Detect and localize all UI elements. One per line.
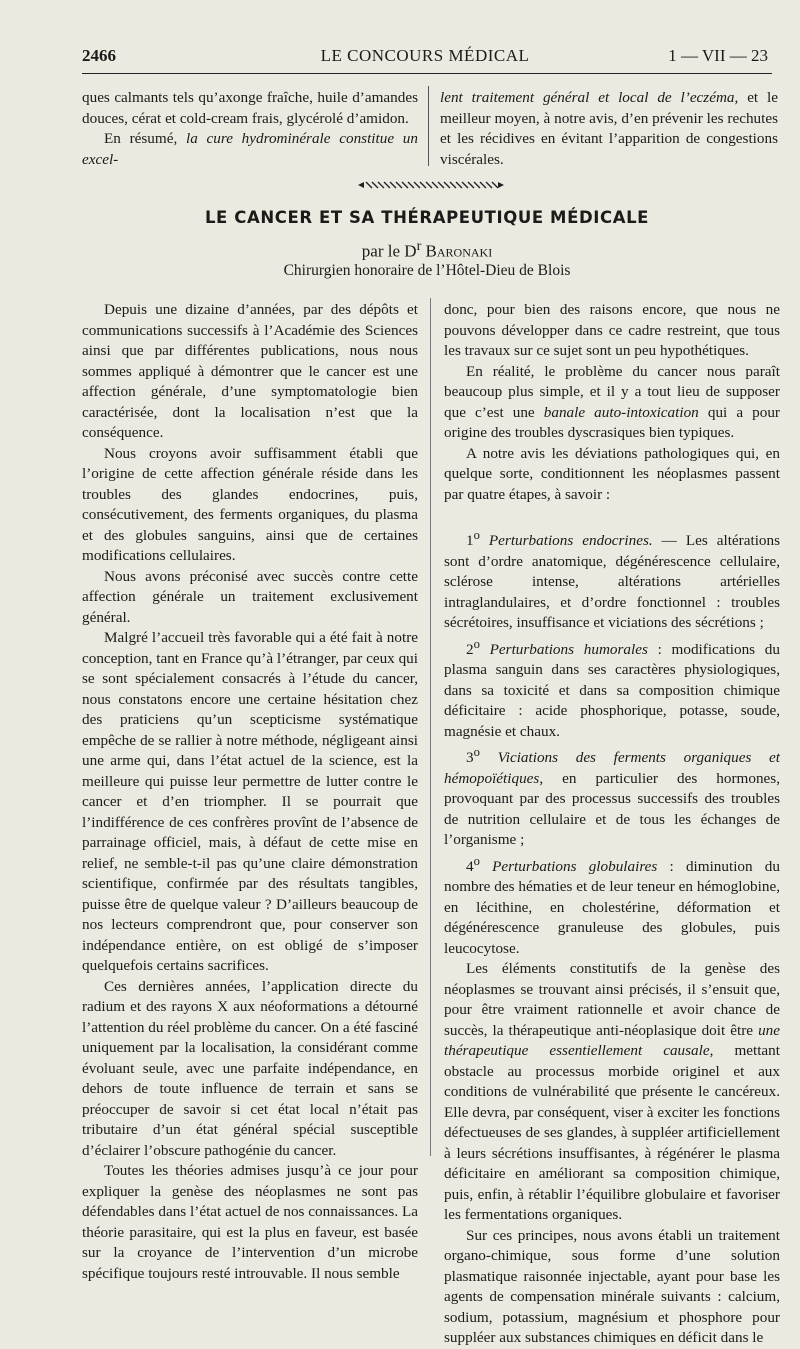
issue-date: 1 — VII — 23 bbox=[668, 46, 768, 65]
step-1 bbox=[444, 525, 780, 634]
ornamental-divider bbox=[356, 180, 506, 190]
step-1-ordinal: o bbox=[473, 528, 480, 542]
column-divider bbox=[430, 298, 431, 1156]
conclusion-text: et le meilleur moyen, à notre avis, d’en prévenir les rechutes et les récidives en évitant l’apparition de congestions viscérales. bbox=[440, 89, 778, 168]
step-2-ordinal: o bbox=[473, 636, 480, 651]
left-paragraph-2: Nous croyons avoir suffisamment établi que l’origine de cette affection générale réside dans les troubles des glandes endocrines, puis, consécutivement, des ferments organiques, du plasma et des globules sanguins, ainsi que de certaines modifications cellulaires. bbox=[82, 444, 418, 564]
step-3 bbox=[444, 742, 780, 851]
step-4-ordinal: o bbox=[473, 853, 480, 868]
summary-lead: En résumé, bbox=[104, 130, 178, 147]
previous-article-paragraph: ques calmants tels qu’axonge fraîche, huile d’amandes douces, cérat et cold-cream frais, glycérolé d’amidon. bbox=[82, 89, 418, 127]
right-paragraph-3: A notre avis les déviations pathologiques qui, en quelque sorte, conditionnent les néoplasmes passent par quatre étapes, à savoir : bbox=[444, 444, 780, 503]
right-paragraph-1: donc, pour bien des raisons encore, que nous ne pouvons développer dans ce cadre restreint, que tous les travaux sur ce sujet sont un peu hypothétiques. bbox=[444, 301, 780, 359]
step-2 bbox=[444, 634, 780, 743]
paragraph-spacer bbox=[444, 505, 780, 525]
paragraph-2-text-a: En réalité, le problème du cancer nous paraît beaucoup plus simple, et il y a tout lieu de supposer que c’est une bbox=[444, 362, 780, 421]
top-column-divider bbox=[428, 86, 429, 166]
byline-title: D bbox=[404, 241, 417, 261]
journal-title: LE CONCOURS MÉDICAL bbox=[320, 46, 530, 65]
right-paragraph-4 bbox=[444, 959, 780, 1226]
paragraph-4-text-b: , mettant obstacle au processus morbide originel et aux conditions de vulnérabilité que présente le cancéreux. Elle devra, par conséquent, viser à exciter les fonctions défectueuses de ses glandes, à suppléer artificiellement à leurs sécrétions insuffisantes, à régénérer le plasma déficitaire en améliorant sa composition chimique, puis, enfin, à rétablir l’équilibre globulaire et favoriser les fermentations organiques. bbox=[444, 1042, 780, 1224]
previous-article-right-column bbox=[440, 88, 778, 170]
running-head bbox=[82, 46, 768, 70]
right-paragraph-5: Sur ces principes, nous avons établi un traitement organo-chimique, sous forme d’une solution plasmatique raisonnée injectable, ayant pour base les agents de compensation minérale suivants : calcium, sodium, potassium, magnésium et phosphore pour suppléer aux substances chimiques en déficit dans le bbox=[444, 1226, 780, 1347]
step-3-ordinal: o bbox=[473, 745, 480, 760]
summary-italic: la cure hydrominérale constitue un excel- bbox=[82, 130, 418, 168]
article-left-column bbox=[82, 300, 418, 1284]
step-4-title: Perturbations globulaires bbox=[492, 857, 658, 875]
step-4 bbox=[444, 851, 780, 960]
step-3-title: Viciations des ferments organiques et hémopoïétiques bbox=[444, 749, 781, 787]
byline-prefix: par le bbox=[361, 241, 401, 261]
left-paragraph-5: Ces dernières années, l’application directe du radium et des rayons X aux néoformations a détourné l’attention du réel problème du cancer. On a été fasciné uniquement par la localisation, la considérant comme évoluant seule, avec une parfaite indépendance, en dehors de toute influence de terrain et sans se préoccuper de savoir si cet état local n’était pas tributaire d’un état général spécial susceptible d’éclairer l’obscure pathogénie du cancer. bbox=[82, 977, 418, 1159]
article-title: LE CANCER ET SA THÉRAPEUTIQUE MÉDICALE bbox=[204, 208, 650, 227]
left-paragraph-4: Malgré l’accueil très favorable qui a été fait à notre conception, tant en France qu’à l’étranger, par ceux qui se sont spécialement consacrés à l’étude du cancer, nous constatons encore une certaine hésitation chez des praticiens qu’un scepticisme systématique empêche de se rallier à notre méthode, négligeant ainsi une arme qui, dans l’état actuel de la science, est la meilleure qui puisse leur permettre de lutter contre le cancer et d’en triompher. Il se pourrait que l’indifférence de ces confrères provînt de l’absence de parrainage officiel, mais, à défaut de cette mise en relief, ne semble-t-il pas qu’une claire démonstration scientifique, confirmée par des résultats tangibles, puisse être de quelque valeur ? D’ailleurs beaucoup de nos lecteurs comprendront que, pour conserver son indépendance entière, on est obligé de s’imposer quelquefois certains sacrifices. bbox=[82, 629, 418, 974]
step-2-title: Perturbations humorales bbox=[489, 640, 648, 658]
header-rule bbox=[82, 73, 772, 74]
byline-title-sup: r bbox=[416, 238, 422, 254]
article-right-column bbox=[444, 300, 780, 1349]
paragraph-2-text-b: qui a pour origine des troubles dyscrasiques bien typiques. bbox=[444, 403, 780, 441]
left-paragraph-1: Depuis une dizaine d’années, par des dépôts et communications successifs à l’Académie des Sciences ainsi que par différentes publications, nous nous sommes appliqué à démontrer que le cancer est une affection générale, d’une symptomatologie bien caractérisée, dont la localisation n’est que la conséquence. bbox=[82, 301, 418, 441]
previous-article-left-column bbox=[82, 88, 418, 170]
paragraph-2-italic: banale auto-intoxication bbox=[543, 403, 699, 421]
author-affiliation: Chirurgien honoraire de l’Hôtel-Dieu de Blois bbox=[283, 262, 571, 279]
step-3-text: , en particulier des hormones, provoquant par des processus successifs des troubles de nutrition cellulaire et de tous les échanges de l’organisme ; bbox=[444, 769, 780, 849]
step-2-number: 2 bbox=[466, 640, 474, 658]
page-number: 2466 bbox=[82, 46, 116, 65]
left-paragraph-3: Nous avons préconisé avec succès contre cette affection générale un traitement exclusivement général. bbox=[82, 567, 418, 626]
right-paragraph-2 bbox=[444, 362, 780, 444]
step-3-number: 3 bbox=[466, 749, 474, 767]
paragraph-4-text-a: Les éléments constitutifs de la genèse des néoplasmes se trouvant ainsi précisés, il s’ensuit que, pour être vraiment rationnelle et avoir chance de succès, la thérapeutique anti-néoplasique doit être bbox=[444, 960, 780, 1039]
step-1-title: Perturbations endocrines. bbox=[488, 532, 653, 550]
step-1-number: 1 bbox=[466, 532, 474, 550]
step-1-text: — Les altérations sont d’ordre anatomique, dégénérescence cellulaire, sclérose intense, altérations artérielles intraglandulaires, et d’ordre fonctionnel : troubles sécrétoires, insuffisance et viciations des sécrétions ; bbox=[444, 532, 781, 632]
left-paragraph-6: Toutes les théories admises jusqu’à ce jour pour expliquer la genèse des néoplasmes ne sont pas défendables dans l’état actuel de nos connaissances. La théorie parasitaire, qui est la plus en faveur, est basée sur la croyance de l’intervention d’un microbe spécifique toujours resté introuvable. Il nous semble bbox=[82, 1162, 418, 1282]
author-name: Baronaki bbox=[425, 241, 493, 261]
paragraph-4-italic: une thérapeutique essentiellement causale bbox=[444, 1021, 780, 1060]
article-byline bbox=[82, 238, 772, 262]
conclusion-italic: lent traitement général et local de l’eczéma, bbox=[440, 89, 739, 106]
previous-article-summary bbox=[82, 129, 418, 170]
step-2-text: : modifications du plasma sanguin dans ses caractères physiologiques, dans sa toxicité et dans sa composition chimique déficitaire : acide phosphorique, potasse, soude, magnésie et chaux. bbox=[444, 640, 780, 740]
step-4-text: : diminution du nombre des hématies et de leur teneur en hémoglobine, en lécithine, en cholestérine, déformation et dégénérescence granuleuse des globules, puis leucocytose. bbox=[444, 857, 780, 957]
previous-article-conclusion bbox=[440, 88, 778, 170]
step-4-number: 4 bbox=[466, 857, 474, 875]
